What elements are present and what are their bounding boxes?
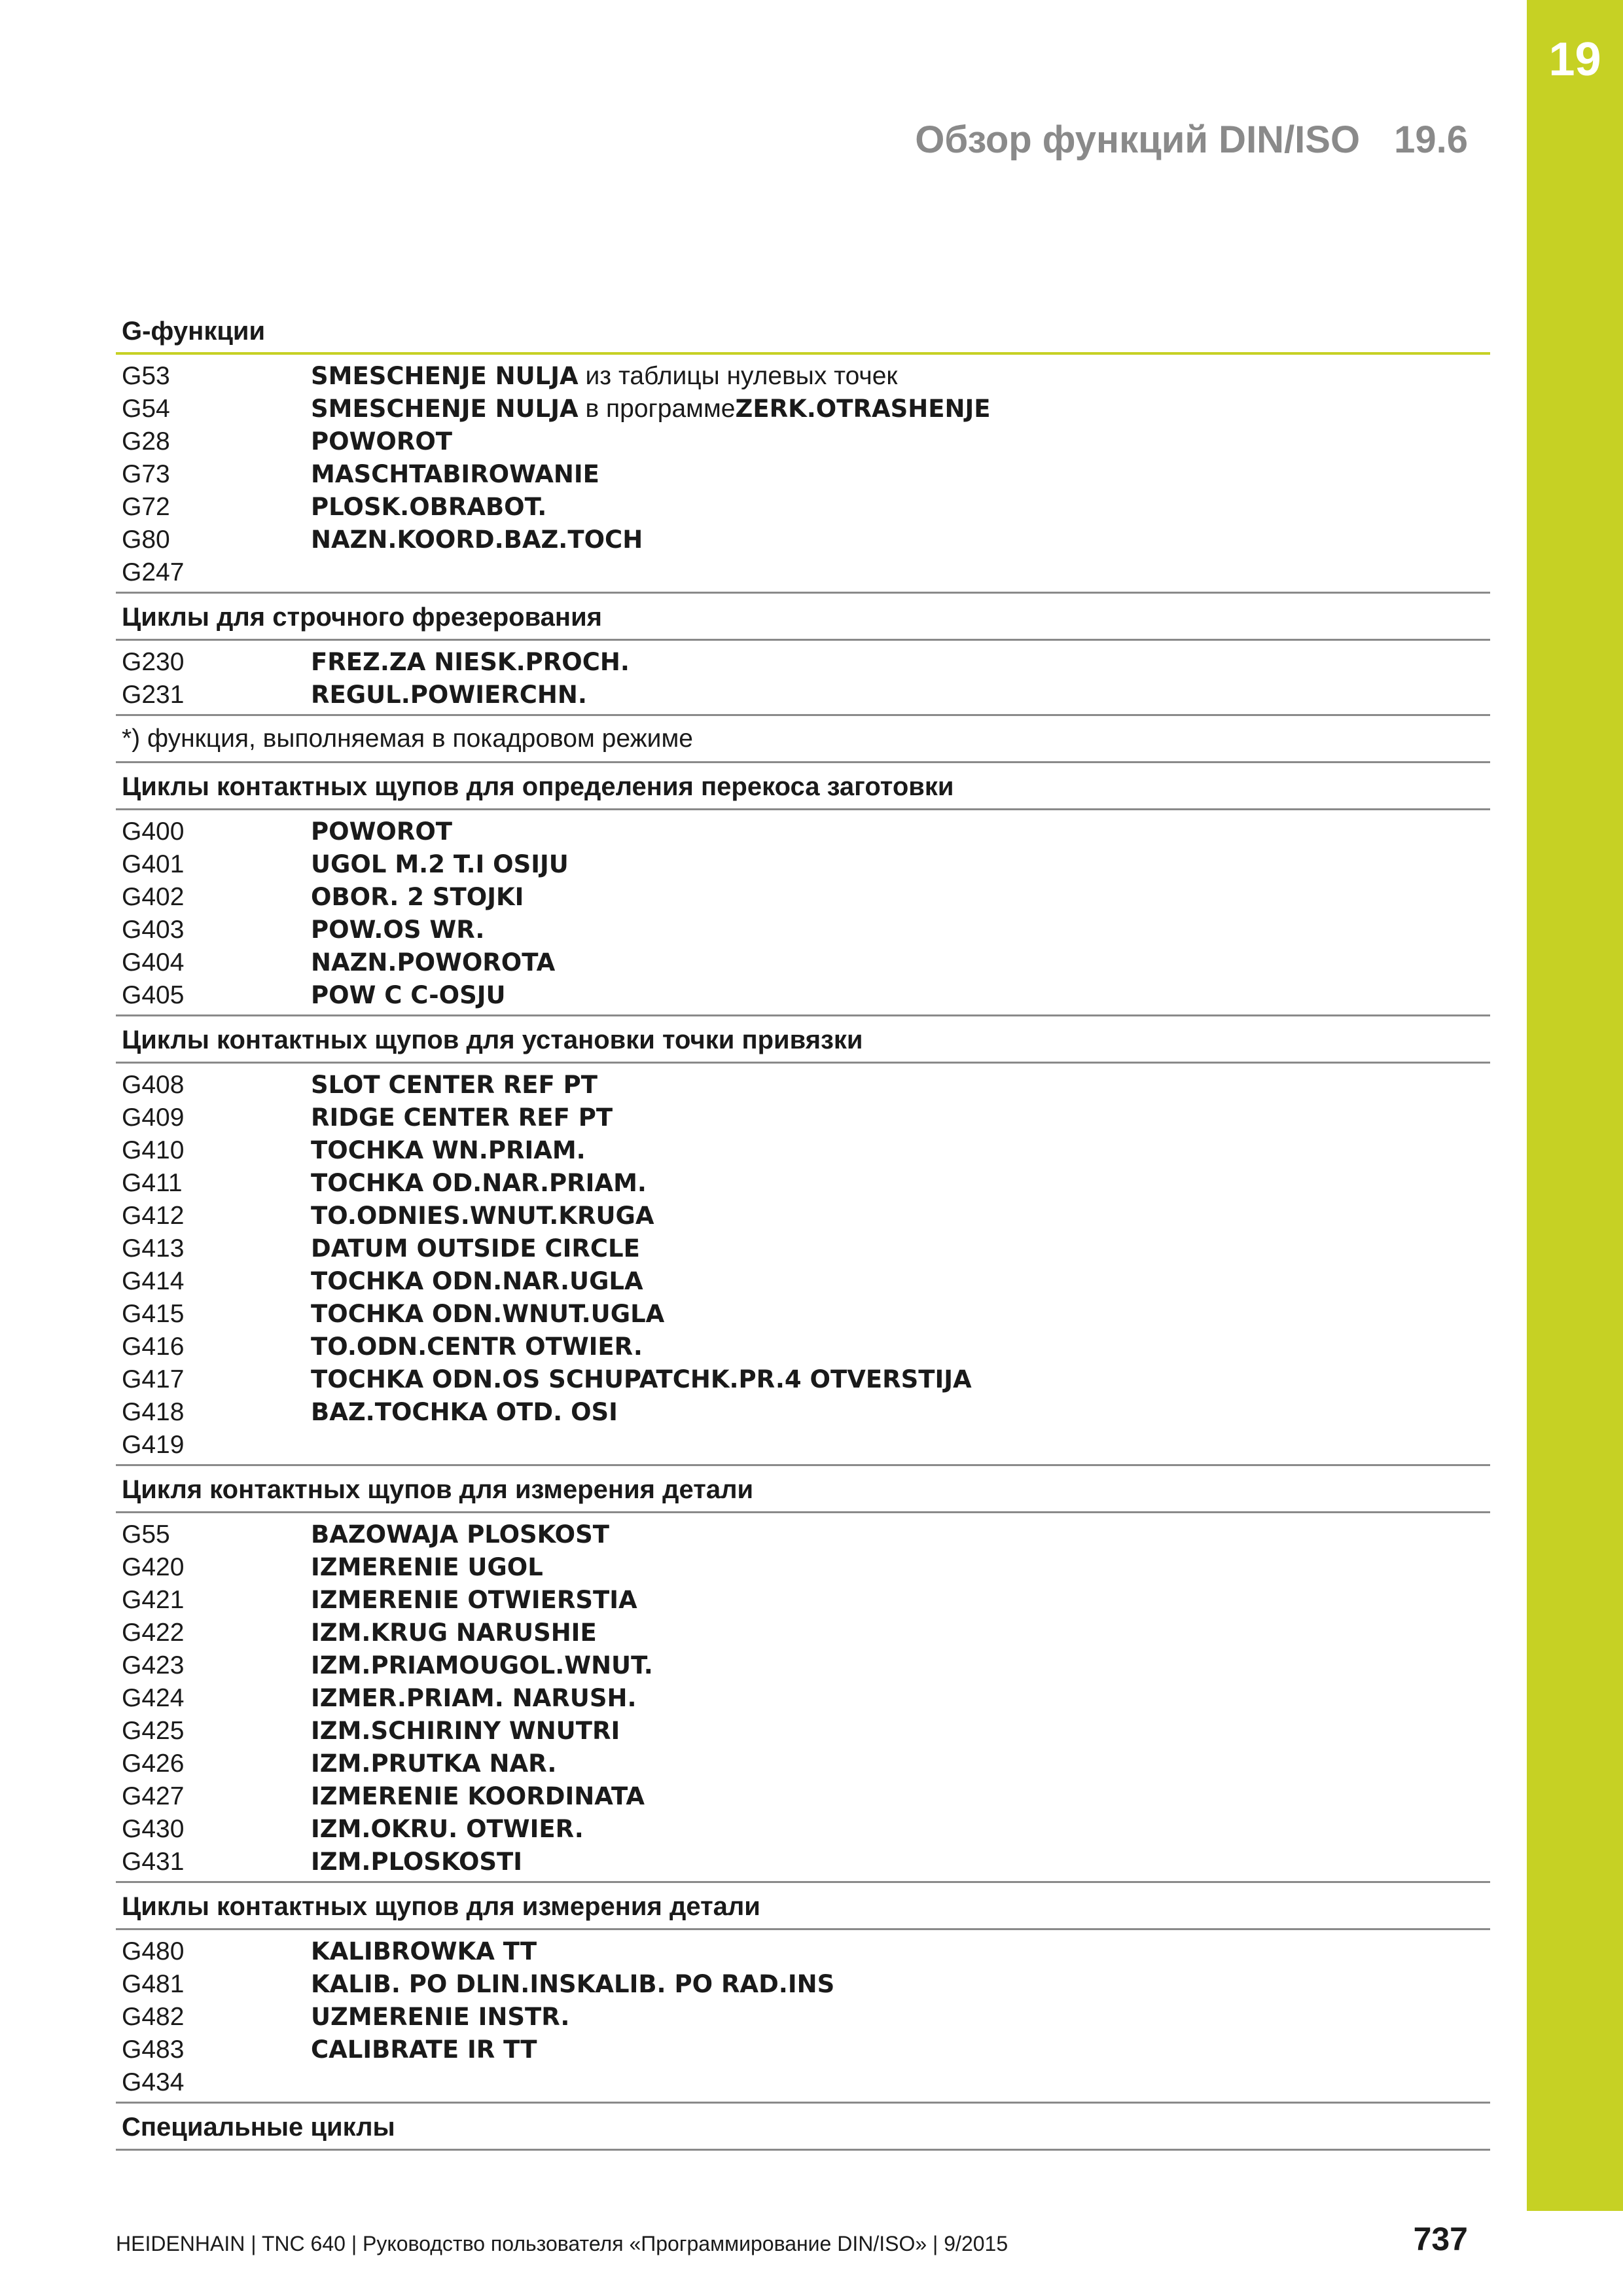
- table-row: [116, 1518, 1490, 1551]
- cycle-name: CALIBRATE IR TT: [311, 2036, 537, 2064]
- description-text: из таблицы нулевых точек: [578, 362, 898, 390]
- table-row: [116, 1200, 1490, 1232]
- table-row: [116, 1102, 1490, 1134]
- cycle-name: IZMERENIE OTWIERSTIA: [311, 1586, 637, 1614]
- function-code: G420: [122, 1553, 185, 1581]
- function-description: [311, 1267, 643, 1296]
- function-code: G410: [122, 1136, 185, 1164]
- function-code: G409: [122, 1103, 185, 1132]
- function-description: [311, 2003, 569, 2032]
- cycle-name: BAZOWAJA PLOSKOST: [311, 1520, 610, 1549]
- cycle-name: POW C C-OSJU: [311, 981, 506, 1009]
- cycle-name: IZMER.PRIAM. NARUSH.: [311, 1684, 637, 1712]
- table-row: [116, 1232, 1490, 1265]
- function-description: [311, 460, 599, 489]
- cycle-name: TOCHKA WN.PRIAM.: [311, 1136, 586, 1164]
- cycle-name: SLOT CENTER REF PT: [311, 1071, 598, 1099]
- section-header: Циклы контактных щупов для установки точки привязки: [116, 1016, 1490, 1064]
- table-row: [116, 1363, 1490, 1396]
- function-code: G430: [122, 1815, 185, 1843]
- table-row: [116, 1265, 1490, 1298]
- table-row: [116, 1846, 1490, 1878]
- function-code: G421: [122, 1586, 185, 1614]
- table-row: [116, 946, 1490, 979]
- cycle-name: SMESCHENJE NULJA: [311, 362, 579, 390]
- table-row: [116, 2066, 1490, 2099]
- table-row: [116, 816, 1490, 848]
- cycle-name: KALIBROWKA TT: [311, 1937, 537, 1965]
- function-description: [311, 1749, 556, 1778]
- function-code: G401: [122, 850, 185, 878]
- section-number: 19.6: [1394, 118, 1468, 161]
- cycle-name: IZMERENIE KOORDINATA: [311, 1782, 645, 1810]
- function-code: G403: [122, 916, 185, 944]
- table-row: [116, 393, 1490, 425]
- function-code: G404: [122, 948, 185, 977]
- cycle-name: KALIB. PO DLIN.INSKALIB. PO RAD.INS: [311, 1970, 835, 1998]
- cycle-name: TOCHKA OD.NAR.PRIAM.: [311, 1169, 647, 1197]
- function-code: G402: [122, 883, 185, 911]
- function-code: G72: [122, 493, 170, 521]
- function-description: [311, 2036, 537, 2064]
- function-description: [311, 1717, 620, 1746]
- table-row: [116, 1429, 1490, 1462]
- cycle-name: PLOSK.OBRABOT.: [311, 493, 547, 521]
- cycle-name: TOCHKA ODN.OS SCHUPATCHK.PR.4 OTVERSTIJA: [311, 1365, 972, 1393]
- cycle-name: DATUM OUTSIDE CIRCLE: [311, 1234, 640, 1263]
- table-row: [116, 491, 1490, 524]
- function-description: [311, 850, 569, 879]
- function-description: [311, 1553, 543, 1582]
- table-row: [116, 1167, 1490, 1200]
- cycle-name: ZERK.OTRASHENJE: [735, 395, 991, 423]
- section-title: Обзор функций DIN/ISO: [915, 118, 1361, 161]
- function-code: G54: [122, 395, 170, 423]
- function-description: [311, 1103, 613, 1132]
- table-row: [116, 1813, 1490, 1846]
- section-header: Циклы контактных щупов для определения перекоса заготовки: [116, 763, 1490, 810]
- table-row: [116, 1298, 1490, 1331]
- section-body: [116, 810, 1490, 1016]
- function-description: [311, 1619, 597, 1647]
- table-row: [116, 1396, 1490, 1429]
- function-description: [311, 526, 643, 554]
- section-body: [116, 641, 1490, 716]
- cycle-name: IZM.OKRU. OTWIER.: [311, 1815, 584, 1843]
- table-row: [116, 1780, 1490, 1813]
- function-code: G53: [122, 362, 170, 390]
- table-row: [116, 1968, 1490, 2001]
- section-header: G-функции: [116, 308, 1490, 355]
- table-row: [116, 360, 1490, 393]
- table-row: [116, 1617, 1490, 1649]
- function-code: G423: [122, 1651, 185, 1679]
- cycle-name: FREZ.ZA NIESK.PROCH.: [311, 648, 630, 676]
- function-code: G416: [122, 1333, 185, 1361]
- table-row: [116, 458, 1490, 491]
- function-code: G415: [122, 1300, 185, 1328]
- table-row: [116, 1682, 1490, 1715]
- table-row: [116, 556, 1490, 589]
- function-code: G408: [122, 1071, 185, 1099]
- table-row: [116, 1134, 1490, 1167]
- section-body: [116, 1513, 1490, 1883]
- cycle-name: TO.ODNIES.WNUT.KRUGA: [311, 1202, 654, 1230]
- table-row: [116, 1935, 1490, 1968]
- page-header: [915, 118, 1468, 162]
- section-body: [116, 1064, 1490, 1466]
- function-code: G80: [122, 526, 170, 554]
- function-code: G414: [122, 1267, 185, 1295]
- function-description: [311, 1234, 640, 1263]
- function-description: [311, 395, 991, 423]
- table-row: [116, 646, 1490, 679]
- function-description: [311, 1684, 637, 1713]
- function-code: G422: [122, 1619, 185, 1647]
- function-description: [311, 1169, 647, 1198]
- table-row: [116, 848, 1490, 881]
- function-code: G419: [122, 1431, 185, 1459]
- section-header: Циклы контактных щупов для измерения детали: [116, 1883, 1490, 1930]
- function-code: G231: [122, 681, 185, 709]
- function-description: [311, 883, 524, 912]
- cycle-name: POW.OS WR.: [311, 916, 485, 944]
- description-text: в программе: [578, 395, 736, 423]
- table-row: [116, 1748, 1490, 1780]
- footer-text: HEIDENHAIN | TNC 640 | Руководство пользователя «Программирование DIN/ISO» | 9/2015: [116, 2232, 1008, 2255]
- cycle-name: POWOROT: [311, 817, 453, 846]
- cycle-name: IZM.KRUG NARUSHIE: [311, 1619, 597, 1647]
- function-description: [311, 1300, 664, 1329]
- cycle-name: TOCHKA ODN.NAR.UGLA: [311, 1267, 643, 1295]
- function-description: [311, 362, 898, 391]
- function-description: [311, 1970, 834, 1999]
- table-row: [116, 1649, 1490, 1682]
- function-description: [311, 1365, 972, 1394]
- function-description: [311, 1071, 597, 1100]
- cycle-name: RIDGE CENTER REF PT: [311, 1103, 613, 1132]
- cycle-name: UGOL M.2 T.I OSIJU: [311, 850, 569, 878]
- function-description: [311, 427, 452, 456]
- function-code: G412: [122, 1202, 185, 1230]
- section-header: Специальные циклы: [116, 2104, 1490, 2151]
- function-code: G55: [122, 1520, 170, 1549]
- cycle-name: IZM.SCHIRINY WNUTRI: [311, 1717, 620, 1745]
- cycle-name: SMESCHENJE NULJA: [311, 395, 579, 423]
- function-code: G481: [122, 1970, 185, 1998]
- function-description: [311, 1815, 584, 1844]
- cycle-name: NAZN.KOORD.BAZ.TOCH: [311, 526, 643, 554]
- table-row: [116, 1584, 1490, 1617]
- function-code: G28: [122, 427, 170, 456]
- function-code: G431: [122, 1848, 185, 1876]
- function-description: [311, 916, 484, 944]
- function-code: G417: [122, 1365, 185, 1393]
- cycle-name: IZM.PRUTKA NAR.: [311, 1749, 557, 1778]
- footnote: *) функция, выполняемая в покадровом режиме: [116, 716, 1490, 763]
- cycle-name: POWOROT: [311, 427, 453, 456]
- function-code: G418: [122, 1398, 185, 1426]
- chapter-number: 19: [1548, 33, 1601, 86]
- function-code: G425: [122, 1717, 185, 1745]
- chapter-side-tab: [1527, 0, 1623, 2211]
- cycle-name: IZMERENIE UGOL: [311, 1553, 543, 1581]
- section-header: Циклы для строчного фрезерования: [116, 594, 1490, 641]
- table-row: [116, 425, 1490, 458]
- table-row: [116, 914, 1490, 946]
- function-description: [311, 1136, 586, 1165]
- page-number: 737: [1413, 2221, 1468, 2257]
- cycle-name: OBOR. 2 STOJKI: [311, 883, 524, 911]
- function-code: G434: [122, 2068, 185, 2096]
- cycle-name: IZM.PLOSKOSTI: [311, 1848, 523, 1876]
- cycle-name: TOCHKA ODN.WNUT.UGLA: [311, 1300, 665, 1328]
- section-body: [116, 355, 1490, 594]
- table-row: [116, 524, 1490, 556]
- cycle-name: UZMERENIE INSTR.: [311, 2003, 570, 2031]
- table-row: [116, 1331, 1490, 1363]
- function-code: G424: [122, 1684, 185, 1712]
- function-code: G427: [122, 1782, 185, 1810]
- function-code: G483: [122, 2036, 185, 2064]
- function-description: [311, 648, 630, 677]
- function-code: G482: [122, 2003, 185, 2031]
- function-code: G426: [122, 1749, 185, 1778]
- function-code: G411: [122, 1169, 183, 1197]
- function-description: [311, 1848, 522, 1876]
- function-description: [311, 1937, 537, 1966]
- function-code: G230: [122, 648, 185, 676]
- table-row: [116, 2034, 1490, 2066]
- table-row: [116, 1551, 1490, 1584]
- table-row: [116, 1715, 1490, 1748]
- cycle-name: IZM.PRIAMOUGOL.WNUT.: [311, 1651, 653, 1679]
- cycle-name: MASCHTABIROWANIE: [311, 460, 599, 488]
- table-row: [116, 2001, 1490, 2034]
- function-description: [311, 1520, 609, 1549]
- function-code: G480: [122, 1937, 185, 1965]
- function-description: [311, 817, 452, 846]
- function-description: [311, 1782, 645, 1811]
- function-code: G405: [122, 981, 185, 1009]
- section-header: Цикля контактных щупов для измерения детали: [116, 1466, 1490, 1513]
- cycle-name: TO.ODN.CENTR OTWIER.: [311, 1333, 643, 1361]
- section-body: [116, 1930, 1490, 2104]
- function-description: [311, 948, 555, 977]
- function-code: G247: [122, 558, 185, 586]
- function-description: [311, 981, 506, 1010]
- function-code: G413: [122, 1234, 185, 1263]
- function-code: G400: [122, 817, 185, 846]
- function-description: [311, 493, 546, 522]
- function-description: [311, 1586, 637, 1615]
- cycle-name: REGUL.POWIERCHN.: [311, 681, 587, 709]
- table-row: [116, 1069, 1490, 1102]
- table-row: [116, 979, 1490, 1012]
- table-row: [116, 881, 1490, 914]
- cycle-name: NAZN.POWOROTA: [311, 948, 556, 977]
- function-description: [311, 1333, 643, 1361]
- function-description: [311, 681, 587, 709]
- cycle-name: BAZ.TOCHKA OTD. OSI: [311, 1398, 618, 1426]
- table-row: [116, 679, 1490, 711]
- function-table: [116, 308, 1490, 2151]
- function-description: [311, 1651, 653, 1680]
- function-code: G73: [122, 460, 170, 488]
- function-description: [311, 1398, 618, 1427]
- function-description: [311, 1202, 654, 1230]
